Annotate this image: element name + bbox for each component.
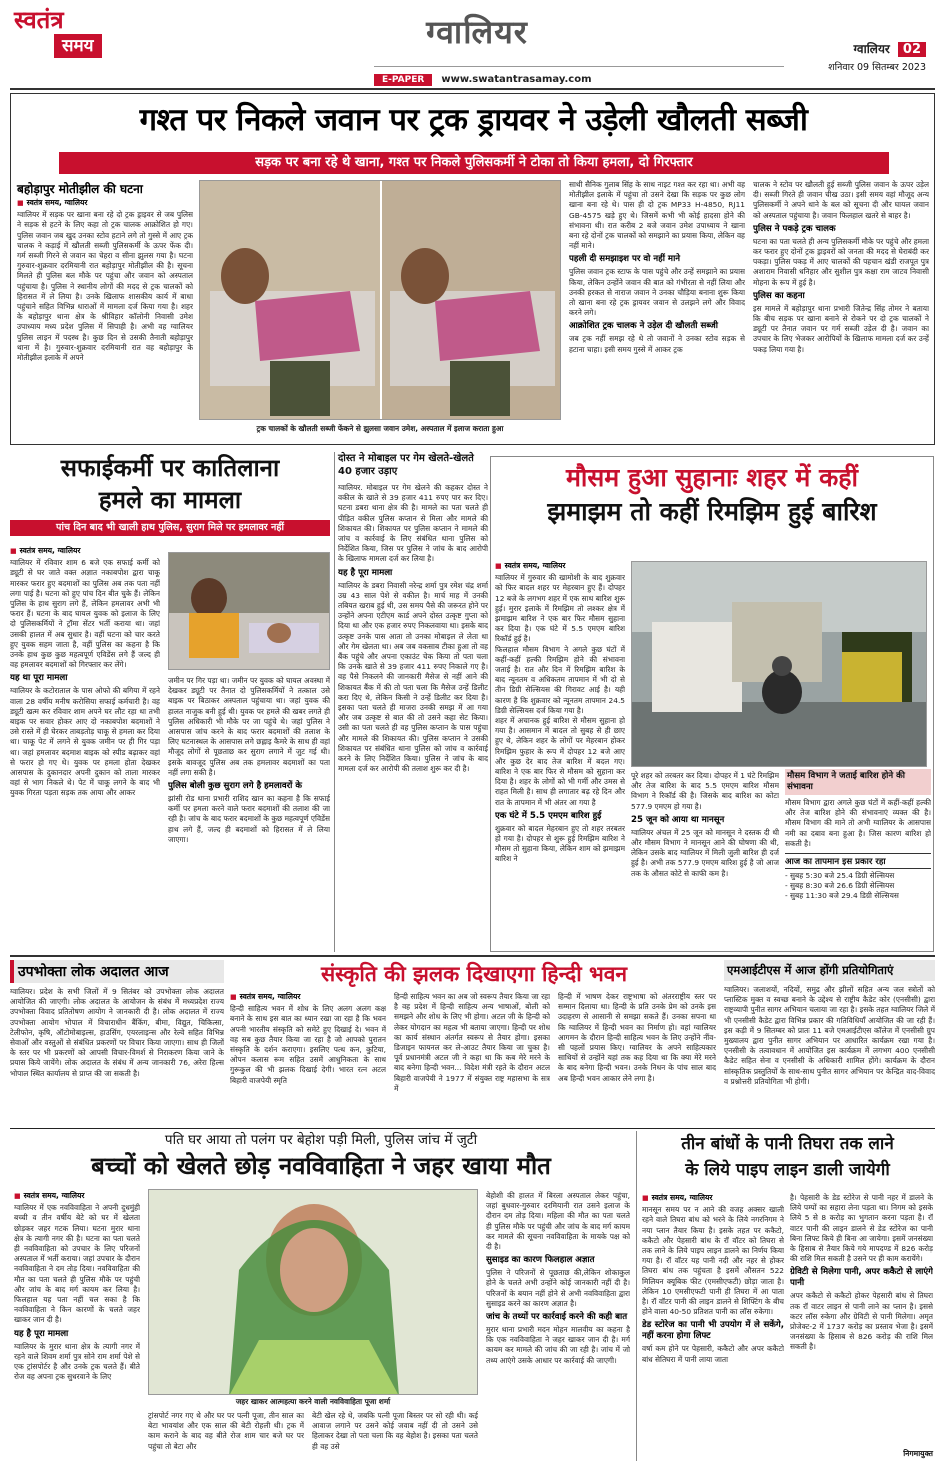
dam-p1: मानसून समय पर न आने की वजह अक्सर खाली रहने वाले तिघरा बांध को भरने के लिये नगरनिगम ने नया प्लान तैयार किया है। इसके तहत पर ककैटो, ककैटो और पेहसारी बांध के रॉ वॉटर को तिघरा से तक लाने के लिये पाइप लाइन डालने का निर्णय किया गया है। रॉ वॉटर यह पानी नदी और नहर से होकर तिघरा बांध तक पहुंचता है इसमें औसतन 522 मिलियन क्यूबिक फीट (एमसीएफटी) छोड़ा जाता है। लेकिन 10 एमसीएफटी पानी ही तिघरा में आ पाता है। रॉ वॉटर पानी की लाइन डालने से शिफ्टिंग के बीच होने वाला 40-50 प्रतिशत पानी का लॉस रुकेगा। xyxy=(642,1205,784,1317)
masthead-rule xyxy=(10,88,935,90)
dam-col-1 xyxy=(642,1193,784,1461)
bride-c4-p2: पुलिस ने परिजनों से पूछताछ की,लेकिन शोकाकुल होने के चलते अभी उन्होंने कोई जानकारी नहीं दी है। परिजनों के बयान नहीं होने से अभी नवविवाहिता द्वारा सुसाइड करने का कारण अज्ञात है। xyxy=(486,1268,630,1308)
game-p1: ग्वालियर. मोबाइल पर गेम खेलने की कहकर दोस्त ने वकील के खाते से 39 हजार 411 रुपए पार कर दिए। घटना डबरा थाना क्षेत्र की है। मामले का पता चलते ही पीड़ित वकील पुलिस कप्तान से मिला और मामले की शिकायत की। शिकायत पर पुलिस कप्तान ने मामले की जांच व कार्रवाई के लिए संबंधित थाना पुलिस को निर्देशित किया, जिस पर पुलिस ने जांच के बाद आरोपी के खिलाफ मामला दर्ज कर लिया है। xyxy=(338,483,488,564)
hospital-patient-image xyxy=(169,553,330,670)
bride-p1: ग्वालियर में एक नवविवाहिता ने अपनी दुधमुंही बच्ची व तीन वर्षीय बेटे को घर में खेलता छोड़कर जहर गटक लिया। घटना मुरार थाना क्षेत्र के त्यागी नगर की है। घटना का पता चलते ही नवविवाहिता को उपचार के लिए परिजनों अस्पताल में भर्ती कराया। जहां उपचार के दौरान नवविवाहिता ने दम तोड़ दिया। नवविवाहिता की मौत का पता चलते ही पुलिस मौके पर पहुंची और जांच के बाद मर्ग कायम कर लिया है। फिलहाल यह पता नहीं चल सका है कि नवविवाहिता ने किन कारणों के चलते जहर खाकर जान दी है। xyxy=(14,1203,140,1325)
game-headline: दोस्त ने मोबाइल पर गेम खेलते-खेलते 40 हजार उड़ाए xyxy=(338,453,474,477)
consumer-headline: उपभोक्ता लोक अदालत आज xyxy=(10,960,224,983)
temp-line-2: - सुबह 8:30 बजे 26.6 डिग्री सेल्सियस xyxy=(785,881,895,891)
lead-byline: ■ स्वतंत्र समय, ग्वालियर xyxy=(17,198,193,208)
weather-side-text: मौसम विभाग द्वारा अगले कुछ घंटों में कहीं-कहीं हल्की और तेज बारिश होने की संभावनाएं व्यक्त की है। मौसम विभाग की माने तो अभी ग्वालियर के आसपास नमी का दबाव बना हुआ है। जिस कारण बारिश हो सकती है। xyxy=(785,798,931,848)
lead-subhead: सड़क पर बना रहे थे खाना, गश्त पर निकले पुलिसकर्मी ने टोका तो किया हमला, दो गिरफ्तार xyxy=(59,152,889,174)
hindi-col-1 xyxy=(230,992,386,1126)
city-title: ग्वालियर xyxy=(426,13,528,51)
lead-headline: गश्त पर निकले जवान पर ट्रक ड्रायवर ने उड़ेली खौलती सब्जी xyxy=(139,102,808,138)
bride-c4-p3: मुरार थाना प्रभारी मदन मोहन मालवीय का कहना है कि एक नवविवाहिता ने जहर खाकर जान दी है। मर्ग कायम कर मामले की जांच की जा रही है। जांच में जो तथ्य आएंगे उसके आधार पर कार्रवाई की जाएगी। xyxy=(486,1325,630,1365)
weather-p4: शुक्रवार को बादल मेहरबान हुए तो शहर तरबतर हो गया है। दोपहर से शुरू हुई रिमझिम बारिश ने मौसम तो सुहाना किया, लेकिन शाम को झमाझम बारिश ने xyxy=(495,823,625,864)
lead-col4-text: चालक ने स्टोव पर खौलती हुई सब्जी पुलिस जवान के ऊपर उड़ेल दी। सब्जी गिरते ही जवान चीख उठा। इसी समय वहां मौजूद अन्य पुलिसकर्मी ने अपने थाने के बल को सूचना दी और घायल जवान को अस्पताल पहुंचाया है। जवान फिलहाल खतरे से बाहर है। xyxy=(753,180,929,220)
game-sub1: यह है पूरा मामला xyxy=(338,567,393,578)
weather-photo xyxy=(631,561,927,767)
safai-p4: झांसी रोड थाना प्रभारी राशिद खान का कहना है कि सफाई कर्मी पर हमला करने वाले फरार बदमाशों की तलाश की जा रही है। जांच के बाद फरार बदमाशों के कुछ महत्वपूर्ण एविडेंस हाथ लगे हैं, जल्द ही बदमाशों को हिरासत में ले लिया जाएगा। xyxy=(168,794,330,844)
safai-p1: ग्वालियर में रविवार शाम 6 बजे एक सफाई कर्मी को ड्यूटी से घर जाते वक्त अज्ञात नकाबपोश द्वारा चाकू मारकर फरार हुए बदमाशों का पुलिस अब तक पता नहीं लगा पाई है। घटना को हुए पांच दिन बीत चुके हैं। लेकिन पुलिस के हाथ सुराग लगे हैं, लेकिन हमलावर अभी भी फरार हैं। घटना के बाद घायल युवक को इलाज के लिए दो पुलिसकर्मियों ने ट्रॉमा सेंटर भर्ती कराया था। जहां उसकी हालत में अब सुधार है। वहीं घटना को चार करते हुए युवक सहम जाता है, वहीं पुलिस का कहना है कि उनके हाथ कुछ कुछ महत्वपूर्ण एविडेंस लगे हैं जल्द ही वह हमलावर बदमाशों को गिरफ्तार कर लेंगे। xyxy=(10,558,160,670)
epaper-label: E-PAPER xyxy=(374,74,432,86)
dam-p2: वर्षा कम होने पर पेहसारी, ककैटो और अपर ककैटो बांध सेतिघरा में पानी लाया जाता xyxy=(642,1344,784,1364)
safai-sub1: यह था पूरा मामला xyxy=(10,673,68,684)
weather-sub1: एक घंटे में 5.5 एमएम बारिश हुई xyxy=(495,810,602,821)
safai-p2: ग्वालियर के कटोराताल के पास ओफो की बगिया में रहने वाला 28 वर्षीय मनीष करोसिया सफाई कर्मचारी है। वह ड्यूटी खत्म कर रविवार शाम अपने घर लौट रहा था तभी बाइक पर सवार होकर आए दो नकाबपोश बदमाशों ने उसे रास्ते में ही घेरकर ताबड़तोड़ चाकू से हमला कर दिया था। चाकू पेट में लगने से युवक जमीन पर ही गिर पड़ा था। जहां हमलावर बदमाश बाइक को स्पीड बढ़ाकर वहां से फरार हो गए थे। युवक पर हमला होता देखकर आसपास के दुकानदार अपनी दुकान को ताला मारकर वहां से भाग निकले थे। पेट में चाकू लगने के बाद भी युवक गिरता पड़ता सड़क तक आया और आकर xyxy=(10,686,160,798)
bride-p4: बेटी खेल रहे थे, जबकि पत्नी पूजा बिस्तर पर सो रही थी। कई आवाज लगाने पर उसने कोई जवाब नहीं दी तो उसने उसे हिलाकर देखा तो पता चला कि वह बेहोश है। इसका पता चलते ही वह उसे xyxy=(312,1411,478,1451)
weather-sidebar xyxy=(785,769,931,949)
lead-col3-text: साथी सैनिक गुलाब सिंह के साथ नाइट गश्त कर रहा था। अभी वह मोतीझील इलाके में पहुंचा तो उसने देखा कि सड़क पर कुछ लोग खाना बना रहे थे। पास ही दो ट्रक MP33 H-4850, RJ11 GB-4575 खड़े हुए थे। जिसमें कभी भी कोई हादसा होने की संभावना थी। रात करीब 2 बजे जवान उमेश उपाध्याय ने खाना बना रहे दोनों ट्रक चालकों को समझाने का प्रयास किया, लेकिन वह नहीं माने। xyxy=(569,180,745,251)
weather-headline-1 xyxy=(491,461,933,495)
safai-subhead: पांच दिन बाद भी खाली हाथ पुलिस, सुराग मिले पर हमलावर नहीं xyxy=(10,520,330,536)
blurred-portrait-image xyxy=(149,1190,478,1395)
safai-byline: ■ स्वतंत्र समय, ग्वालियर xyxy=(10,546,160,556)
weather-p5: ग्वालियर अंचल में 25 जून को मानसून ने दस्तक दी थी और मौसम विभाग ने मानसून आने की घोषणा की थी, लेकिन उसके बाद ग्वालियर में मिली जुली बारिश ही दर्ज हुई है। अभी तक 577.9 एमएम बारिश हुई है जो आज तक के औसत कोटे से काफी कम है। xyxy=(631,827,779,878)
safai-p3: जमीन पर गिर पड़ा था। जमीन पर युवक को घायल अवस्था में देखकर ड्यूटी पर तैनात दो पुलिसकर्मियों ने तत्काल उसे बाइक पर बिठाकर अस्पताल पहुंचाया था। जहां युवक की हालत नाजुक बनी हुई थी। युवक पर हमले की खबर लगते ही पुलिस अधिकारी भी मौके पर जा पहुंचे थे। जहां पुलिस ने आसपास जांच करने के बाद फरार बदमाशों की तलाश के लिए घटनास्थल के आसपास लगे छह्लाइ कैमरे के साथ ही वहां मौजूद लोगों से पूछताछ कर सुराग लगाने में जुट गई थी। इसके बावजूद पुलिस अब तक हमलावर बदमाशों का पता नहीं लगा सकी है। xyxy=(168,676,330,777)
dam-headline-2: के लिये पाइप लाइन डाली जायेगी xyxy=(685,1160,890,1180)
hindi-byline: ■ स्वतंत्र समय, ग्वालियर xyxy=(230,992,386,1002)
lead-kicker: बहोड़ापुर मोतीझील की घटना xyxy=(17,182,143,196)
lead-col4-p2: घटना का पता चलते ही अन्य पुलिसकर्मी मौके पर पहुंचे और हमला कर फरार हुए दोनों ट्रक ड्राइवरों को जनता की मदद से घेराबंदी कर पकड़ा। पुलिस पकड़ में आए चालकों की पहचान खंडी राजपूत पुत्र अशाराम निवासी धनिहार और सुशील पुत्र कक्षा राम जाटव निवासी मोहना के रूप में हुई है। xyxy=(753,236,929,287)
epaper-bar xyxy=(374,66,784,85)
safai-headline-2: हमले का मामला xyxy=(98,486,242,514)
bride-col-2 xyxy=(148,1411,304,1461)
logo-bottom: समय xyxy=(54,34,102,58)
hindi-story xyxy=(230,960,718,1126)
lower-rule xyxy=(10,1128,935,1129)
safai-photo xyxy=(168,552,330,670)
lead-col4-sub2: पुलिस का कहना xyxy=(753,290,805,301)
dam-col-2 xyxy=(790,1193,933,1449)
lead-col1-text: ग्वालियर में सड़क पर खाना बना रहे दो ट्रक ड्राइवर से जब पुलिस ने सड़क से हटने के लिए कहा तो ट्रक चालक आक्रोशित हो गए। पुलिस जवान जब खुद उनका स्टोव हटाने लगे तो गुस्से में आए ट्रक चालक ने कड़ाई में खौलती सब्जी पुलिसकर्मी के ऊपर फेंक दी। गर्म सब्जी गिरने से जवान का चेहरा व सीना झुलस गया है। घटना गुरुवार-शुक्रवार दरमियानी रात बहोड़ापुर मोतीझील की है। सूचना मिलते ही पुलिस बल मौके पर पहुंचा और जवान को अस्पताल पहुंचाया है। पुलिस ने स्थानीय लोगों की मदद से ट्रक चालकों को हिरासत में ले लिया है। उनके खिलाफ शासकीय कार्य में बाधा पहुंचाने सहित विभिन्न धाराओं में मामला दर्ज किया गया है। शहर के बहोड़ापुर थाना क्षेत्र के श्रीविहार कॉलोनी निवासी उमेश उपाध्याय मध्य प्रदेश पुलिस में सिपाही है। अभी वह ग्वालियर पुलिस लाइन में पदस्थ है। कुछ दिन से उसकी तैनाती बहोड़ापुर थाना में है। गुरुवार-शुक्रवार दरमियानी रात वह बहोड़ापुर के मोतीझील इलाके में अपने xyxy=(17,210,193,363)
dam-sub1: डेड स्टोरेज का पानी भी उपयोग में ले सकेंगे, नहीं करना होगा लिफ्ट xyxy=(642,1320,784,1342)
weather-p5-lead: पूरे शहर को तरबतर कर दिया। दोपहर में 1 घंटे रिमझिम और तेज बारिश के बाद 5.5 एमएम बारिश मौसम विभाग ने रिकॉर्ड की है। जिसके बाद बारिश का कोटा 577.9 एमएम हो गया है। xyxy=(631,771,779,811)
weather-side-head: मौसम विभाग ने जताई बारिश होने की संभावना xyxy=(785,769,931,795)
mid-rule xyxy=(10,955,935,957)
logo[interactable] xyxy=(14,6,98,78)
dam-byline: ■ स्वतंत्र समय, ग्वालियर xyxy=(642,1193,784,1203)
bride-c4: बेहोशी की हालत में बिरला अस्पताल लेकर पहुंचा, जहां बुधवार-गुरुवार दरमियानी रात उसने इलाज के दौरान दम तोड़ दिया। महिला की मौत का पता चलते ही पुलिस मौके पर पहुंची और जांच के बाद मर्ग कायम कर मामले की सूचना नवविवाहिता के मायके पक्ष को दी है। xyxy=(486,1191,630,1252)
bride-headline: बच्चों को खेलते छोड़ नवविवाहिता ने जहर खाया मौत xyxy=(91,1152,551,1180)
bride-story xyxy=(10,1131,632,1461)
bride-p2: ग्वालियर के मुरार थाना क्षेत्र के त्यागी नगर में रहने वाले शिवम शर्मा पुत्र सोने राम शर्मा पेशे से एक ट्रांसपोर्टर है और उनके ट्रक चलते हैं। बीते रोज वह अपना ट्रक सुधरवाने के लिए xyxy=(14,1341,140,1382)
masthead xyxy=(0,0,945,88)
mits-text: ग्वालियर। जलाशयों, नदियों, समुद्र और झीलों सहित अन्य जल स्त्रोतों को प्लास्टिक मुक्त व स्वच्छ बनाने के उद्देश्य से राष्ट्रीय कैडेट कोर (एनसीसी) द्वारा राष्ट्रव्यापी पुनीत सागर अभियान चलाया जा रहा है। इसके तहत ग्वालियर जिले में भी एनसीसी कैडेट द्वारा विभिन्न प्रकार की गतिविधियाँ आयोजित की जा रही हैं। इस कड़ी में 9 सितम्बर को प्रातः 11 बजे एमआईटीएस कॉलेज में एनसीसी ग्रुप मुख्यालय द्वारा पुनीत सागर अभियान पर आधारित कार्यक्रम रखा गया है। एनसीसी के तत्वावधान में आयोजित इस कार्यक्रम में लगभग 400 एनसीसी कैडेट सहित सेना व एनसीसी के अधिकारी शामिल होंगे। कार्यक्रम के दौरान सांस्कृतिक प्रस्तुतियों के साथ-साथ पुनीत सागर अभियान पर केन्द्रित वाद-विवाद व प्रश्नोत्तरी प्रतियोगिता भी होगी। xyxy=(724,985,935,1086)
weather-p1: ग्वालियर में गुरुवार की खामोशी के बाद शुक्रवार को फिर बादल शहर पर मेहरबान हुए हैं। दोपहर 12 बजे के लगभग शहर में एक साथ बारिश शुरू हुई। मुरार इलाके में रिमझिम तो लश्कर क्षेत्र में झमाझम बारिश ने एक बार फिर मौसम सुहाना कर दिया है। एक घंटे में 5.5 एमएम बारिश रिकॉर्ड हुई है। xyxy=(495,573,625,644)
hindi-col-2 xyxy=(394,992,550,1126)
divider-1 xyxy=(334,452,335,952)
mits-story xyxy=(724,960,935,1126)
bride-col-4 xyxy=(486,1191,630,1461)
consumer-text: ग्वालियर। प्रदेश के सभी जिलों में 9 सितंबर को उपभोक्ता लोक अदालत आयोजित की जाएगी। लोक अदालत के आयोजन के संबंध में मध्यप्रदेश राज्य उपभोक्ता विवाद प्रतितोषण आयोग ने जानकारी दी है। लोक अदालत में राज्य उपभोक्ता आयोग भोपाल में विचाराधीन बैंकिंग, बीमा, विद्युत, चिकित्सा, टेलीफोन, कृषि, ऑटोमोबाइल्स, हाउसिंग, एयरलाइन्स और रेल्वे सहित विभिन्न सेवाओं और वस्तुओं से संबंधित प्रकरणों पर विचार किया जाएगा। साथ ही जिलों के स्तर पर भी प्रकरणों को आपसी विचार-विमर्श से निराकरण किया जाने के प्रयास किये जायेंगे। लोक अदालत के संबंध में अन्य जानकारी 76, अरेरा हिल्स भोपाल स्थित कार्यालय से प्राप्त की जा सकती है। xyxy=(10,987,224,1078)
page-number: 02 xyxy=(898,42,926,57)
lead-story xyxy=(10,93,935,445)
weather-byline: ■ स्वतंत्र समय, ग्वालियर xyxy=(495,561,625,571)
temp-line-1: - सुबह 5:30 बजे 25.4 डिग्री सेल्सियस xyxy=(785,871,895,881)
dam-p3: अपर ककैटो से ककैटो होकर पेहसारी बांध से तिघरा तक रॉ वाटर लाइन से पानी लाने का प्लान है। इससे कटर लॉस रुकेगा और ग्रेविटी से पानी मिलेगा। अमृत प्रोजेक्ट-2 में 1737 करोड़ का प्रस्ताव भेजा है। इसमें जनसंख्या के हिसाब से 826 करोड़ की राशि मिल सकती है। xyxy=(790,1291,933,1352)
safai-headline-1: सफाईकर्मी पर कातिलाना xyxy=(60,454,280,482)
safai-story xyxy=(10,452,330,952)
lead-col3-p2: पुलिस जवान ट्रक स्टाफ के पास पहुंचे और उन्हें समझाने का प्रयास किया, लेकिन उन्होंने जवान की बात को गंभीरता से नहीं लिया और उनकी हरकत से नाराज जवान ने उनका चौड़िया बनाना शुरू किया तो खाना बना रहे ट्रक ड्रायवर जवान से उलझने लगे और विवाद करने लगे। xyxy=(569,267,745,318)
bride-kicker: पति घर आया तो पलंग पर बेहोश पड़ी मिली, पुलिस जांच में जुटी xyxy=(164,1132,478,1148)
issue-date: शनिवार 09 सितम्बर 2023 xyxy=(828,62,926,73)
lead-photo-caption: ट्रक चालकों के खौलती सब्जी फेंकने से झुलसा जवान उमेश, अस्पताल में इलाज कराता हुआ xyxy=(256,424,504,433)
rainy-street-image xyxy=(632,562,927,767)
lead-photo xyxy=(199,180,561,420)
bride-c4-sub1: सुसाइड का कारण फिलहाल अज्ञात xyxy=(486,1255,595,1266)
divider-2 xyxy=(636,1131,637,1461)
bride-sub1: यह है पूरा मामला xyxy=(14,1328,69,1339)
bride-col-3 xyxy=(312,1411,478,1461)
temp-line-3: - सुबह 11:30 बजे 29.4 डिग्री सेल्सियस xyxy=(785,891,899,901)
weather-col-1 xyxy=(495,561,625,949)
injured-constable-image xyxy=(200,181,561,420)
lead-col3-p3: जब ट्रक नहीं समझ रहे थे तो जवानों ने उनका स्टोव सड़क से हटाना चाहा। इसी समय गुस्से में आकर ट्रक xyxy=(569,334,745,354)
lead-col-4 xyxy=(753,180,929,442)
weather-sub2: 25 जून को आया था मानसून xyxy=(631,814,725,825)
hindi-col-3 xyxy=(558,992,716,1126)
hindi-headline: संस्कृति की झलक दिखाएगा हिन्दी भवन xyxy=(320,962,628,986)
safai-col-1 xyxy=(10,546,160,952)
dam-story xyxy=(640,1131,935,1461)
hindi-c3: हिन्दी में भाषण देकर राष्ट्रभाषा को अंतरराष्ट्रीय स्तर पर सम्मान दिलाया था। हिन्दी के प्रति उनके प्रेम को उनके इस उदाहरण से आसानी से समझा सकते हैं। उनका सपना था कि ग्वालियर में हिन्दी भवन का निर्माण हो। वहां ग्वालियर आगमन के दौरान हिन्दी साहित्य भवन के लिए उन्होंने नींव-सी पहलों प्रयास किए। ग्वालियर के अपने साहित्यकार साथियों से उन्होंने यहां तक कह दिया था कि क्या मेरे मरने के बाद बनेगा हिन्दी भवन। उनके निधन के पांच साल बाद अब हिन्दी भवन आकार लेने लगा है। xyxy=(558,992,716,1083)
consumer-story xyxy=(10,960,224,1126)
lead-col-3 xyxy=(569,180,745,442)
weather-headline-2: झमाझम तो कहीं रिमझिम हुई बारिश xyxy=(547,497,877,526)
dam-sub2: ग्रेविटी से मिलेगा पानी, अपर ककैटो से लाएंगे पानी xyxy=(790,1267,933,1289)
bride-photo xyxy=(148,1189,478,1395)
lead-col3-sub1: पहली दी समझाइश पर वो नहीं माने xyxy=(569,254,681,265)
game-p2: ग्वालियर के डबरा निवासी नरेन्द्र शर्मा पुत्र रमेश चंद्र शर्मा उम्र 43 साल पेशे से वकील है। मार्च माह में उनकी तबियत खराब हुई थी, उस समय पैसे की जरूरत होने पर उन्होंने अपना एटीएम कार्ड अपने दोस्त उत्कृष्ट गुप्ता को दिया था और एक हजार रुपए निकलवाया था। इसके बाद उत्कृष्ट उनके पास आता तो उनका मोबाइल ले लेता था और गेम खेलता था। अब जब वकसाब टीका हुआ तो वह बैंक पहुंचे और अपना एकाउंट चेक किया तो पता चला कि उनके खाते से 39 हजार 411 रुपए निकाले गए है। वह पैसे निकलने की जानकारी मैसेज से नहीं आने की शिकायत बैंक में की तो पता चला कि मैसेज उन्हें डिलीट करा दिए थे, लेकिन किसी ने उन्हें डिलीट कर दिया है। इसका पता चलते ही माजरा उनकी समझ में आ गया और जब उत्कृष्ट से बात की तो उसने कहा सेट किया। उसी का पता चलते ही वह पुलिस कप्तान के पास पहुंचा और मामले की शिकायत की। पुलिस कप्तान ने उसकी शिकायत पर संबंधित थाना पुलिस को जांच व कार्रवाई करने के लिए निर्देशित किया। पुलिस ने जांच के बाद मामला दर्ज कर आरोपी की तलाश शुरू कर दी है। xyxy=(338,580,488,774)
dam-credit: निगमायुक्त xyxy=(903,1449,933,1458)
game-story xyxy=(338,452,488,952)
dam-c2: है। पेहसारी के डेड स्टोरेज से पानी नहर में डालने के लिये पम्पों का सहारा लेना पड़ता था। निगम को इसके लिये 5 से 8 करोड़ का भुगतान करना पड़ता है। रॉ वाटर पानी की लाइन डालने से डेड स्टोरेज का पानी बिना लिफ्ट किये ही बिना आ जायेगा। इसमें जनसंख्या के हिसाब से तैयार किये गये मापदण्ड में 826 करोड़ की राशि मिल सकती है उसने पर ही काम करायेंगे। xyxy=(790,1193,933,1264)
lead-col4-p3: इस मामले में बहोड़ापुर थाना प्रभारी जितेन्द्र सिंह तोमर ने बताया कि बीच सड़क पर खाना बनाने से रोकने पर दो ट्रक चालकों ने ड्यूटी पर तैनात जवान पर गर्म सब्जी उड़ेल दी है। जवान का उपचार के लिए भेजकर आरोपियों के खिलाफ मामला दर्ज कर उन्हें पकड़ लिया गया है। xyxy=(753,303,929,354)
hindi-c2: हिन्दी साहित्य भवन का अब जो स्वरूप तैयार किया जा रहा है वह प्रदेश में हिन्दी साहित्य अन्य भाषाओं, बोली को समझने और शोध के लिए भी होगा। अटल जी के हिन्दी को लेकर योगदान का महत्व भी बताया जाएगा। हिन्दी पर शोध का कार्य संस्थान अंतर्गत स्वरूप से तैयार होगा। इसका डिजाइन फायनल कर ले-आउट तैयार किया जा चुका है। पूर्व प्रधानमंत्री अटल जी ने कहा था कि कब मेरे मरने के बाद बनेगा हिन्दी भवन... विदेश मंत्री रहते के दौरान अटल बिहारी वाजपेयी ने 1977 में संयुक्त राष्ट्र महासभा के सत्र में xyxy=(394,992,550,1093)
edition-box xyxy=(806,38,926,73)
bride-c4-sub2: जांच के तथ्यों पर कार्रवाई करने की कही बात xyxy=(486,1312,628,1323)
lead-col-1 xyxy=(17,198,193,440)
weather-headline-1-text: मौसम हुआ सुहानाः शहर में कहीं xyxy=(565,463,859,492)
weather-col-2 xyxy=(631,771,779,949)
hindi-c1: हिन्दी साहित्य भवन में शोध के लिए अलग अलग कक्ष बनाने के साथ इस बात का ध्यान रखा जा रहा है कि भवन अपनी भारतीय संस्कृति को समेटे हुए दिखाई दे। भवन में वह सब कुछ तैयार किया जा रहा है जो आपको पुरातन संस्कृति के दर्शन कराएगा। इसलिए पत्थ कन, कुटिया, ओपन कलास रूम सहित उसमें आधुनिकता के साथ गुरूकुल की भी झलक दिखाई देगी। भारत रत्न अटल बिहारी वाजपेयी स्मृति xyxy=(230,1004,386,1085)
lead-col3-sub2: आक्रोशित ट्रक चालक ने उड़ेल दी खौलती सब्जी xyxy=(569,321,718,332)
game-body xyxy=(338,483,488,949)
weather-p3: शहर में अचानक हुई बारिश से मौसम सुहाना हो गया है। आसमान में बादल तो सुबह से ही छाए हुए थे, लेकिन शहर के लोगों पर मेहरबान होकर रिमझिम फुहार के रूप में दोपहर 12 बजे आए और कुछ देर बाद तेज बारिश में बदल गए। बारिश ने एक बार फिर से मौसम को सुहाना कर दिया है। शहर के लोगों को भी गर्मी और उमस से राहत मिली है। साथ ही लगातार बढ़ रहे दिन और रात के तापमान में भी अंतर आ गया है xyxy=(495,716,625,807)
safai-col-2 xyxy=(168,676,330,952)
bride-photo-caption: जहर खाकर आत्महत्या करने वाली नवविवाहिता पूजा शर्मा xyxy=(235,1397,391,1406)
bride-p3: ट्रांसपोर्ट नगर गए थे और घर पर पत्नी पूजा, तीन साल का बेटा भावयांश और एक साल की बेटी रोहली थी। ट्रक में काम कराने के बाद वह बीते रोज शाम चार बजे घर पर पहुंचा तो बेटा और xyxy=(148,1411,304,1451)
weather-story xyxy=(490,456,934,952)
dam-headline-1: तीन बांधों के पानी तिघरा तक लाने xyxy=(681,1134,894,1154)
bride-byline: ■ स्वतंत्र समय, ग्वालियर xyxy=(14,1191,140,1201)
temp-head: आज का तापमान इस प्रकार रहा xyxy=(785,853,931,869)
lead-col4-sub1: पुलिस ने पकड़े ट्रक चालक xyxy=(753,223,836,234)
mits-headline: एमआईटीएस में आज होंगी प्रतियोगिताएं xyxy=(724,960,935,981)
site-url[interactable]: www.swatantrasamay.com xyxy=(441,74,592,85)
safai-sub2: पुलिस बोली कुछ सुराग लगे है हमलावरों के xyxy=(168,781,302,792)
logo-top: स्वतंत्र xyxy=(14,5,64,34)
weather-p2: फिलहाल मौसम विभाग ने अगले कुछ घंटों में कहीं-कहीं हल्की रिमझिम होने की संभावना जताई है। रात और दिन में रिमझिम बारिश के बाद न्यूनतम व अधिकतम तापमान में भी दो से तीन डिग्री सेल्सियस की गिरावट आई है। यही कारण है कि शुक्रवार को न्यूनतम तापमान 24.5 डिग्री सेल्सियस दर्ज किया गया है। xyxy=(495,644,625,715)
edition-city: ग्वालियर xyxy=(853,42,890,56)
bride-col-1 xyxy=(14,1191,140,1461)
